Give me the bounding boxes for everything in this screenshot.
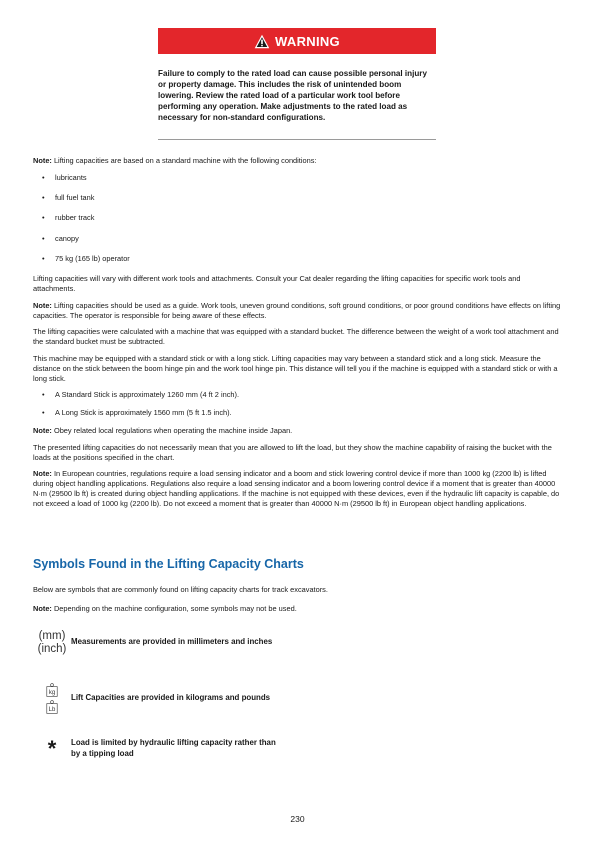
inch-label: (inch) bbox=[37, 642, 67, 655]
note-label: Note: bbox=[33, 426, 52, 436]
section-heading: Symbols Found in the Lifting Capacity Charts bbox=[33, 557, 304, 571]
list-item-text: lubricants bbox=[55, 172, 87, 182]
bullet-icon: • bbox=[42, 193, 45, 203]
list-item-text: canopy bbox=[55, 233, 79, 243]
note-label: Note: bbox=[33, 603, 52, 613]
symbol-row-weights bbox=[33, 683, 281, 714]
symbols-intro bbox=[33, 585, 563, 623]
mm-label: (mm) bbox=[38, 630, 66, 642]
page-number: 230 bbox=[290, 814, 305, 824]
lb-label: Lb bbox=[48, 707, 56, 714]
list-item bbox=[42, 408, 563, 418]
symbol-description: Measurements are provided in millimeters and inches bbox=[71, 637, 273, 647]
paragraph-stick: This machine may be equipped with a standard stick or with a long stick. Lifting capacities may vary between a standard stick and a long stick. Measure the distance on the stick between the boom hinge pin and the work tool hinge pin. This distance will tell you if the machine is equipped with a standard stick or with a long stick. bbox=[33, 354, 558, 383]
asterisk-icon: * bbox=[47, 735, 57, 761]
list-item-text: A Long Stick is approximately 1560 mm (5 ft 1.5 inch). bbox=[55, 408, 232, 418]
note-label: Note: bbox=[33, 156, 52, 165]
warning-text: Failure to comply to the rated load can cause possible personal injury or property damage. This includes the risk of unintended boom lowering. Review the rated load of a particular work tool before performing any operation. Make adjustments to the rated load as necessary for non-standard configurations. bbox=[158, 69, 427, 122]
warning-block bbox=[158, 28, 436, 123]
note-label: Note: bbox=[33, 469, 52, 479]
list-item-text: 75 kg (165 lb) operator bbox=[55, 253, 130, 263]
bullet-icon: • bbox=[42, 213, 45, 223]
warning-title: WARNING bbox=[275, 33, 340, 49]
note-guide bbox=[33, 301, 563, 321]
warning-divider bbox=[158, 139, 436, 140]
list-item bbox=[42, 213, 563, 223]
note-text: In European countries, regulations require a load sensing indicator and a boom and stick lowering control device if more than 1000 kg (2200 lb) is lifted during object handling applications. Regulations also require a load sensing indicator and a boom lowering control device if a moment that is greater than 40000 N·m (29500 lb ft) is created during object handling applications. If the machine is not equipped with these devices, even if the hydraulic lift capacity is capable, do not exceed a load of 1000 kg (2200 lb). Do not exceed a moment that is greater than 40000 N·m (29500 lb ft) in European object handling applications. bbox=[33, 469, 560, 508]
note-configuration bbox=[33, 604, 563, 614]
paragraph-symbols-intro: Below are symbols that are commonly found on lifting capacity charts for track excavators. bbox=[33, 585, 328, 594]
note-japan bbox=[33, 426, 563, 436]
units-symbol bbox=[33, 630, 71, 655]
note-text: Depending on the machine configuration, some symbols may not be used. bbox=[51, 603, 297, 613]
paragraph-presented: The presented lifting capacities do not necessarily mean that you are allowed to lift the load, but they show the machine capability of raising the bucket with the loads at the positions specified in the chart. bbox=[33, 442, 552, 462]
note-standard-machine bbox=[33, 156, 563, 166]
note-text: Obey related local regulations when operating the machine inside Japan. bbox=[51, 426, 293, 436]
list-item bbox=[42, 173, 563, 183]
symbol-description: Lift Capacities are provided in kilograms and pounds bbox=[71, 693, 271, 703]
note-european bbox=[33, 469, 563, 508]
paragraph-calculated: The lifting capacities were calculated with a machine that was equipped with a standard bucket. The difference between the weight of a work tool attachment and the standard bucket must be subtracted. bbox=[33, 327, 559, 347]
kg-label: kg bbox=[48, 690, 56, 697]
bullet-icon: • bbox=[42, 172, 45, 182]
bullet-icon: • bbox=[42, 408, 45, 418]
note-label: Note: bbox=[33, 300, 52, 310]
lb-weight-icon bbox=[46, 700, 58, 714]
list-item-text: A Standard Stick is approximately 1260 mm (4 ft 2 inch). bbox=[55, 390, 240, 400]
list-item bbox=[42, 193, 563, 203]
symbol-description: Load is limited by hydraulic lifting capacity rather than by a tipping load bbox=[71, 738, 276, 758]
note-text: Lifting capacities should be used as a guide. Work tools, uneven ground conditions, soft ground conditions, or poor ground conditions have effects on lifting capacities. The operator is responsible for being aware of these effects. bbox=[33, 300, 561, 320]
list-item-text: full fuel tank bbox=[55, 193, 95, 203]
stick-list bbox=[33, 390, 563, 418]
symbol-row-star bbox=[33, 735, 281, 761]
warning-triangle-icon bbox=[254, 34, 270, 49]
weight-symbols bbox=[33, 683, 71, 714]
conditions-list bbox=[33, 173, 563, 264]
list-item bbox=[42, 254, 563, 264]
warning-banner bbox=[158, 28, 436, 54]
bullet-icon: • bbox=[42, 253, 45, 263]
list-item bbox=[42, 390, 563, 400]
main-content bbox=[33, 156, 563, 516]
note-text: Lifting capacities are based on a standard machine with the following conditions: bbox=[51, 156, 317, 165]
bullet-icon: • bbox=[42, 390, 45, 400]
symbol-row-units bbox=[33, 630, 281, 655]
bullet-icon: • bbox=[42, 233, 45, 243]
list-item bbox=[42, 234, 563, 244]
kg-weight-icon bbox=[46, 683, 58, 697]
list-item-text: rubber track bbox=[55, 213, 95, 223]
paragraph-work-tools: Lifting capacities will vary with different work tools and attachments. Consult your Cat dealer regarding the lifting capacities for specific work tools and attachments. bbox=[33, 274, 521, 294]
